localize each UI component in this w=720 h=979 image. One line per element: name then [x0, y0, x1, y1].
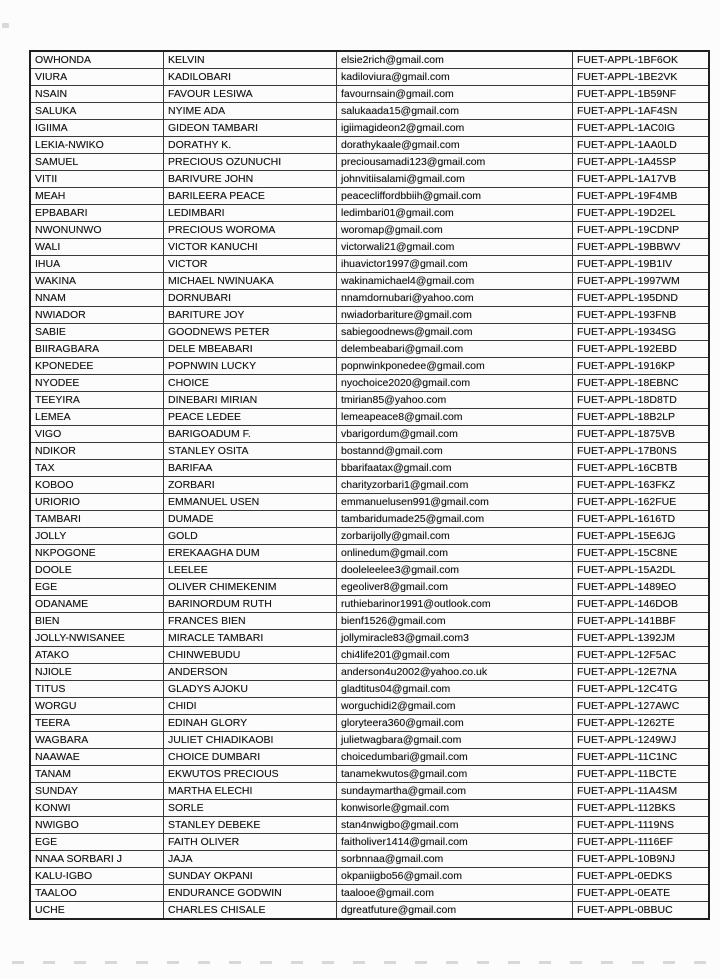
cell-first-name: VICTOR KANUCHI — [164, 239, 337, 256]
cell-last-name: TAALOO — [30, 885, 164, 902]
cell-email: konwisorle@gmail.com — [337, 800, 573, 817]
cell-last-name: WORGU — [30, 698, 164, 715]
cell-last-name: VIURA — [30, 69, 164, 86]
table-row — [30, 868, 709, 885]
table-row — [30, 834, 709, 851]
page-perforation-line — [12, 961, 710, 964]
table-row — [30, 545, 709, 562]
cell-email: preciousamadi123@gmail.com — [337, 154, 573, 171]
cell-last-name: NAAWAE — [30, 749, 164, 766]
cell-last-name: EPBABARI — [30, 205, 164, 222]
cell-first-name: BARIFAA — [164, 460, 337, 477]
cell-application-id: FUET-APPL-1616TD — [573, 511, 710, 528]
cell-application-id: FUET-APPL-1AF4SN — [573, 103, 710, 120]
cell-last-name: MEAH — [30, 188, 164, 205]
cell-first-name: CHARLES CHISALE — [164, 902, 337, 920]
cell-first-name: FRANCES BIEN — [164, 613, 337, 630]
cell-application-id: FUET-APPL-0EATE — [573, 885, 710, 902]
cell-last-name: KOBOO — [30, 477, 164, 494]
cell-email: nnamdornubari@yahoo.com — [337, 290, 573, 307]
cell-first-name: EKWUTOS PRECIOUS — [164, 766, 337, 783]
cell-application-id: FUET-APPL-12F5AC — [573, 647, 710, 664]
cell-last-name: UCHE — [30, 902, 164, 920]
cell-application-id: FUET-APPL-112BKS — [573, 800, 710, 817]
cell-application-id: FUET-APPL-19D2EL — [573, 205, 710, 222]
table-row — [30, 783, 709, 800]
cell-application-id: FUET-APPL-192EBD — [573, 341, 710, 358]
cell-email: igiimagideon2@gmail.com — [337, 120, 573, 137]
cell-application-id: FUET-APPL-19B1IV — [573, 256, 710, 273]
table-row — [30, 222, 709, 239]
cell-first-name: ZORBARI — [164, 477, 337, 494]
cell-first-name: DINEBARI MIRIAN — [164, 392, 337, 409]
table-row — [30, 171, 709, 188]
cell-first-name: BARILEERA PEACE — [164, 188, 337, 205]
cell-email: charityzorbari1@gmail.com — [337, 477, 573, 494]
table-row — [30, 273, 709, 290]
cell-email: ledimbari01@gmail.com — [337, 205, 573, 222]
table-row — [30, 137, 709, 154]
table-row — [30, 528, 709, 545]
cell-application-id: FUET-APPL-163FKZ — [573, 477, 710, 494]
cell-application-id: FUET-APPL-1262TE — [573, 715, 710, 732]
table-row — [30, 460, 709, 477]
table-row — [30, 715, 709, 732]
cell-last-name: JOLLY-NWISANEE — [30, 630, 164, 647]
cell-first-name: FAITH OLIVER — [164, 834, 337, 851]
cell-email: stan4nwigbo@gmail.com — [337, 817, 573, 834]
cell-last-name: TEERA — [30, 715, 164, 732]
cell-last-name: NWIGBO — [30, 817, 164, 834]
cell-application-id: FUET-APPL-11A4SM — [573, 783, 710, 800]
cell-first-name: KELVIN — [164, 51, 337, 69]
table-row — [30, 817, 709, 834]
cell-last-name: BIIRAGBARA — [30, 341, 164, 358]
cell-first-name: MIRACLE TAMBARI — [164, 630, 337, 647]
cell-first-name: ENDURANCE GODWIN — [164, 885, 337, 902]
cell-email: popnwinkponedee@gmail.com — [337, 358, 573, 375]
cell-last-name: WAGBARA — [30, 732, 164, 749]
cell-last-name: SUNDAY — [30, 783, 164, 800]
cell-first-name: EMMANUEL USEN — [164, 494, 337, 511]
cell-application-id: FUET-APPL-1934SG — [573, 324, 710, 341]
cell-first-name: KADILOBARI — [164, 69, 337, 86]
cell-first-name: DELE MBEABARI — [164, 341, 337, 358]
cell-first-name: EREKAAGHA DUM — [164, 545, 337, 562]
table-row — [30, 511, 709, 528]
cell-application-id: FUET-APPL-1A17VB — [573, 171, 710, 188]
table-row — [30, 392, 709, 409]
cell-last-name: TANAM — [30, 766, 164, 783]
cell-application-id: FUET-APPL-1249WJ — [573, 732, 710, 749]
cell-last-name: ODANAME — [30, 596, 164, 613]
cell-application-id: FUET-APPL-146DOB — [573, 596, 710, 613]
cell-email: ihuavictor1997@gmail.com — [337, 256, 573, 273]
table-row — [30, 154, 709, 171]
cell-last-name: NNAM — [30, 290, 164, 307]
cell-first-name: GOODNEWS PETER — [164, 324, 337, 341]
cell-application-id: FUET-APPL-15A2DL — [573, 562, 710, 579]
cell-first-name: BARIGOADUM F. — [164, 426, 337, 443]
cell-first-name: SORLE — [164, 800, 337, 817]
cell-email: bbarifaatax@gmail.com — [337, 460, 573, 477]
cell-email: egeoliver8@gmail.com — [337, 579, 573, 596]
cell-first-name: PEACE LEDEE — [164, 409, 337, 426]
cell-email: elsie2rich@gmail.com — [337, 51, 573, 69]
cell-first-name: NYIME ADA — [164, 103, 337, 120]
cell-last-name: JOLLY — [30, 528, 164, 545]
cell-email: ruthiebarinor1991@outlook.com — [337, 596, 573, 613]
cell-application-id: FUET-APPL-18D8TD — [573, 392, 710, 409]
table-row — [30, 324, 709, 341]
table-row — [30, 86, 709, 103]
cell-first-name: GLADYS AJOKU — [164, 681, 337, 698]
cell-last-name: NWIADOR — [30, 307, 164, 324]
cell-last-name: NNAA SORBARI J — [30, 851, 164, 868]
table-row — [30, 766, 709, 783]
cell-first-name: FAVOUR LESIWA — [164, 86, 337, 103]
cell-last-name: EGE — [30, 579, 164, 596]
cell-email: faitholiver1414@gmail.com — [337, 834, 573, 851]
cell-first-name: CHOICE DUMBARI — [164, 749, 337, 766]
cell-application-id: FUET-APPL-1AC0IG — [573, 120, 710, 137]
cell-first-name: MICHAEL NWINUAKA — [164, 273, 337, 290]
cell-application-id: FUET-APPL-0EDKS — [573, 868, 710, 885]
cell-email: peacecliffordbbiih@gmail.com — [337, 188, 573, 205]
table-row — [30, 426, 709, 443]
cell-email: bostannd@gmail.com — [337, 443, 573, 460]
cell-first-name: LEELEE — [164, 562, 337, 579]
table-row — [30, 902, 709, 920]
cell-email: sabiegoodnews@gmail.com — [337, 324, 573, 341]
cell-application-id: FUET-APPL-1BF6OK — [573, 51, 710, 69]
scan-artifact-speck — [2, 23, 9, 28]
table-row — [30, 562, 709, 579]
table-row — [30, 698, 709, 715]
cell-last-name: WALI — [30, 239, 164, 256]
cell-email: emmanuelusen991@gmail.com — [337, 494, 573, 511]
table-row — [30, 120, 709, 137]
table-row — [30, 732, 709, 749]
cell-email: nyochoice2020@gmail.com — [337, 375, 573, 392]
table-row — [30, 443, 709, 460]
table-row — [30, 851, 709, 868]
cell-last-name: KONWI — [30, 800, 164, 817]
table-row — [30, 256, 709, 273]
cell-first-name: EDINAH GLORY — [164, 715, 337, 732]
cell-application-id: FUET-APPL-141BBF — [573, 613, 710, 630]
cell-email: delembeabari@gmail.com — [337, 341, 573, 358]
cell-email: dooleleelee3@gmail.com — [337, 562, 573, 579]
cell-application-id: FUET-APPL-0BBUC — [573, 902, 710, 920]
cell-email: wakinamichael4@gmail.com — [337, 273, 573, 290]
cell-last-name: VIGO — [30, 426, 164, 443]
cell-last-name: SAMUEL — [30, 154, 164, 171]
cell-email: julietwagbara@gmail.com — [337, 732, 573, 749]
cell-email: worguchidi2@gmail.com — [337, 698, 573, 715]
cell-email: gloryteera360@gmail.com — [337, 715, 573, 732]
cell-first-name: CHINWEBUDU — [164, 647, 337, 664]
cell-last-name: SABIE — [30, 324, 164, 341]
cell-email: dgreatfuture@gmail.com — [337, 902, 573, 920]
cell-first-name: STANLEY DEBEKE — [164, 817, 337, 834]
cell-first-name: DUMADE — [164, 511, 337, 528]
cell-first-name: CHIDI — [164, 698, 337, 715]
table-row — [30, 409, 709, 426]
cell-application-id: FUET-APPL-11BCTE — [573, 766, 710, 783]
cell-last-name: NSAIN — [30, 86, 164, 103]
cell-application-id: FUET-APPL-10B9NJ — [573, 851, 710, 868]
cell-last-name: NKPOGONE — [30, 545, 164, 562]
cell-first-name: GIDEON TAMBARI — [164, 120, 337, 137]
cell-last-name: ATAKO — [30, 647, 164, 664]
cell-email: vbarigordum@gmail.com — [337, 426, 573, 443]
cell-last-name: OWHONDA — [30, 51, 164, 69]
cell-email: woromap@gmail.com — [337, 222, 573, 239]
cell-email: johnvitiisalami@gmail.com — [337, 171, 573, 188]
cell-application-id: FUET-APPL-195DND — [573, 290, 710, 307]
cell-application-id: FUET-APPL-12C4TG — [573, 681, 710, 698]
table-row — [30, 664, 709, 681]
table-row — [30, 307, 709, 324]
cell-application-id: FUET-APPL-1392JM — [573, 630, 710, 647]
cell-application-id: FUET-APPL-18B2LP — [573, 409, 710, 426]
cell-first-name: DORATHY K. — [164, 137, 337, 154]
cell-last-name: IHUA — [30, 256, 164, 273]
cell-last-name: LEMEA — [30, 409, 164, 426]
cell-email: dorathykaale@gmail.com — [337, 137, 573, 154]
cell-last-name: KALU-IGBO — [30, 868, 164, 885]
cell-email: tanamekwutos@gmail.com — [337, 766, 573, 783]
table-row — [30, 494, 709, 511]
cell-first-name: VICTOR — [164, 256, 337, 273]
cell-application-id: FUET-APPL-12E7NA — [573, 664, 710, 681]
cell-application-id: FUET-APPL-1997WM — [573, 273, 710, 290]
cell-application-id: FUET-APPL-162FUE — [573, 494, 710, 511]
cell-email: onlinedum@gmail.com — [337, 545, 573, 562]
table-row — [30, 749, 709, 766]
cell-application-id: FUET-APPL-1BE2VK — [573, 69, 710, 86]
cell-email: bienf1526@gmail.com — [337, 613, 573, 630]
applicants-table — [29, 50, 710, 920]
cell-first-name: DORNUBARI — [164, 290, 337, 307]
cell-application-id: FUET-APPL-15E6JG — [573, 528, 710, 545]
cell-application-id: FUET-APPL-1916KP — [573, 358, 710, 375]
cell-last-name: NYODEE — [30, 375, 164, 392]
cell-first-name: JAJA — [164, 851, 337, 868]
cell-email: victorwali21@gmail.com — [337, 239, 573, 256]
table-row — [30, 613, 709, 630]
table-row — [30, 358, 709, 375]
cell-first-name: OLIVER CHIMEKENIM — [164, 579, 337, 596]
table-row — [30, 647, 709, 664]
table-row — [30, 596, 709, 613]
table-row — [30, 103, 709, 120]
cell-first-name: PRECIOUS WOROMA — [164, 222, 337, 239]
cell-email: salukaada15@gmail.com — [337, 103, 573, 120]
cell-first-name: BARITURE JOY — [164, 307, 337, 324]
cell-last-name: NDIKOR — [30, 443, 164, 460]
table-row — [30, 188, 709, 205]
cell-last-name: WAKINA — [30, 273, 164, 290]
cell-last-name: TITUS — [30, 681, 164, 698]
cell-application-id: FUET-APPL-193FNB — [573, 307, 710, 324]
cell-application-id: FUET-APPL-1B59NF — [573, 86, 710, 103]
cell-application-id: FUET-APPL-19CDNP — [573, 222, 710, 239]
cell-first-name: PRECIOUS OZUNUCHI — [164, 154, 337, 171]
cell-last-name: EGE — [30, 834, 164, 851]
cell-last-name: SALUKA — [30, 103, 164, 120]
cell-first-name: BARINORDUM RUTH — [164, 596, 337, 613]
table-row — [30, 885, 709, 902]
cell-last-name: BIEN — [30, 613, 164, 630]
cell-application-id: FUET-APPL-1489EO — [573, 579, 710, 596]
cell-first-name: MARTHA ELECHI — [164, 783, 337, 800]
table-row — [30, 341, 709, 358]
cell-application-id: FUET-APPL-1A45SP — [573, 154, 710, 171]
table-row — [30, 205, 709, 222]
cell-first-name: SUNDAY OKPANI — [164, 868, 337, 885]
cell-last-name: TAMBARI — [30, 511, 164, 528]
cell-first-name: CHOICE — [164, 375, 337, 392]
table-row — [30, 681, 709, 698]
cell-last-name: TEEYIRA — [30, 392, 164, 409]
table-row — [30, 69, 709, 86]
cell-application-id: FUET-APPL-127AWC — [573, 698, 710, 715]
cell-first-name: LEDIMBARI — [164, 205, 337, 222]
cell-application-id: FUET-APPL-19F4MB — [573, 188, 710, 205]
table-row — [30, 477, 709, 494]
table-row — [30, 51, 709, 69]
cell-email: choicedumbari@gmail.com — [337, 749, 573, 766]
cell-last-name: TAX — [30, 460, 164, 477]
cell-application-id: FUET-APPL-16CBTB — [573, 460, 710, 477]
cell-email: favournsain@gmail.com — [337, 86, 573, 103]
cell-first-name: STANLEY OSITA — [164, 443, 337, 460]
cell-application-id: FUET-APPL-18EBNC — [573, 375, 710, 392]
cell-last-name: KPONEDEE — [30, 358, 164, 375]
cell-email: tmirian85@yahoo.com — [337, 392, 573, 409]
cell-application-id: FUET-APPL-1116EF — [573, 834, 710, 851]
cell-first-name: JULIET CHIADIKAOBI — [164, 732, 337, 749]
cell-email: kadiloviura@gmail.com — [337, 69, 573, 86]
table-row — [30, 375, 709, 392]
cell-application-id: FUET-APPL-11C1NC — [573, 749, 710, 766]
cell-last-name: DOOLE — [30, 562, 164, 579]
cell-email: anderson4u2002@yahoo.co.uk — [337, 664, 573, 681]
cell-last-name: URIORIO — [30, 494, 164, 511]
cell-last-name: IGIIMA — [30, 120, 164, 137]
cell-last-name: NWONUNWO — [30, 222, 164, 239]
applicants-table-body — [30, 51, 709, 919]
cell-first-name: ANDERSON — [164, 664, 337, 681]
cell-email: sorbnnaa@gmail.com — [337, 851, 573, 868]
cell-last-name: NJIOLE — [30, 664, 164, 681]
table-row — [30, 290, 709, 307]
cell-email: chi4life201@gmail.com — [337, 647, 573, 664]
cell-email: taalooe@gmail.com — [337, 885, 573, 902]
cell-application-id: FUET-APPL-17B0NS — [573, 443, 710, 460]
cell-application-id: FUET-APPL-19BBWV — [573, 239, 710, 256]
cell-application-id: FUET-APPL-1AA0LD — [573, 137, 710, 154]
cell-last-name: VITII — [30, 171, 164, 188]
table-row — [30, 800, 709, 817]
cell-email: sundaymartha@gmail.com — [337, 783, 573, 800]
table-row — [30, 239, 709, 256]
cell-first-name: GOLD — [164, 528, 337, 545]
table-row — [30, 579, 709, 596]
cell-email: jollymiracle83@gmail.com3 — [337, 630, 573, 647]
cell-email: zorbarijolly@gmail.com — [337, 528, 573, 545]
cell-application-id: FUET-APPL-1119NS — [573, 817, 710, 834]
table-row — [30, 630, 709, 647]
cell-email: gladtitus04@gmail.com — [337, 681, 573, 698]
cell-application-id: FUET-APPL-15C8NE — [573, 545, 710, 562]
cell-email: nwiadorbariture@gmail.com — [337, 307, 573, 324]
cell-email: okpaniigbo56@gmail.com — [337, 868, 573, 885]
cell-email: tambaridumade25@gmail.com — [337, 511, 573, 528]
cell-email: lemeapeace8@gmail.com — [337, 409, 573, 426]
cell-last-name: LEKIA-NWIKO — [30, 137, 164, 154]
cell-first-name: BARIVURE JOHN — [164, 171, 337, 188]
cell-first-name: POPNWIN LUCKY — [164, 358, 337, 375]
cell-application-id: FUET-APPL-1875VB — [573, 426, 710, 443]
